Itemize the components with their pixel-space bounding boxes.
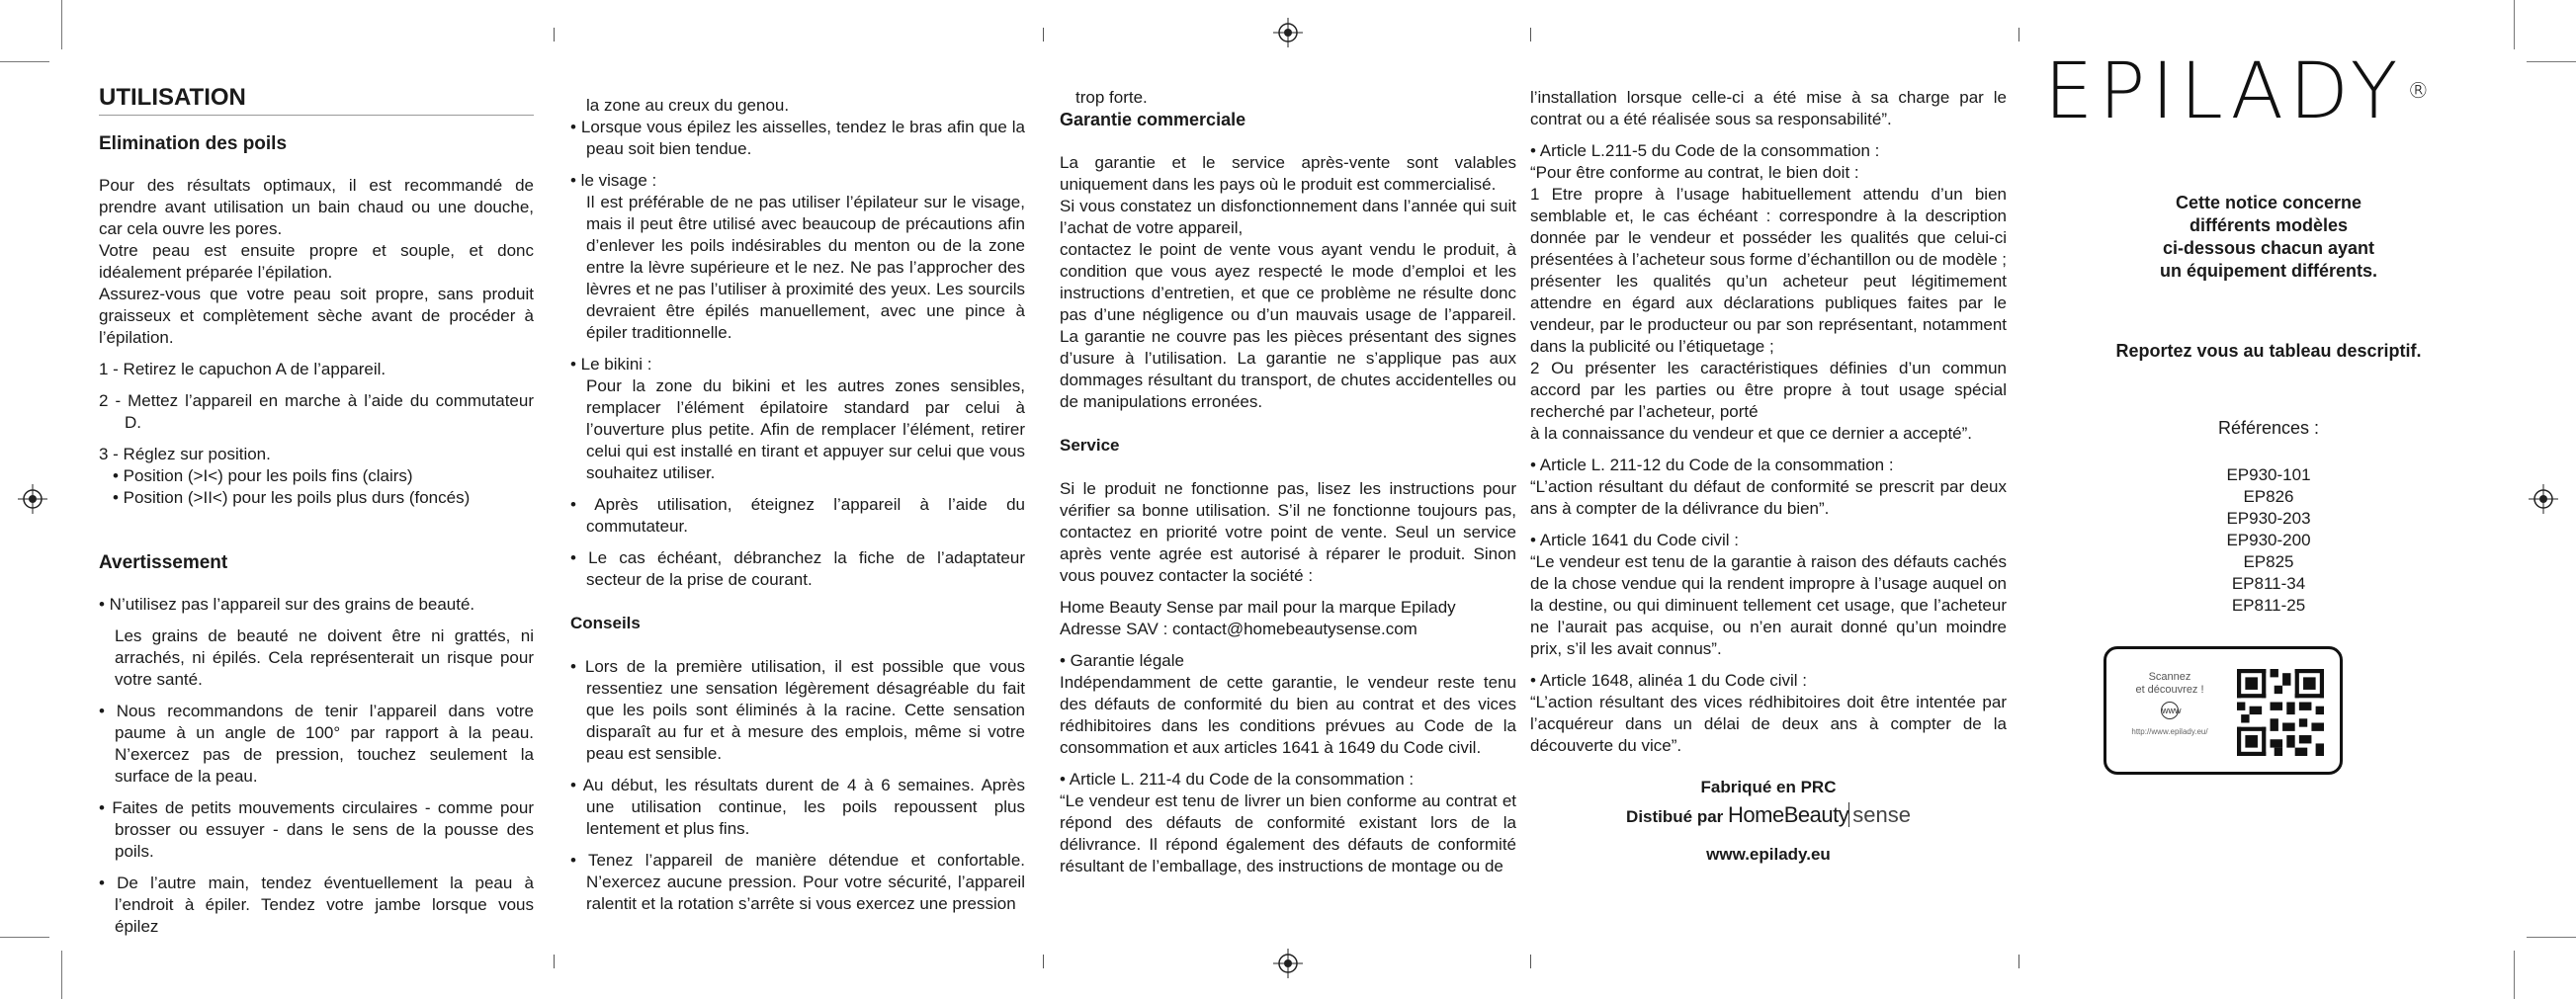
qr-caption-line: et découvrez ! [2135,684,2204,696]
references-title: Références : [2217,418,2320,438]
list-item: • De l’autre main, tendez éventuellement la peau à l’endroit à épiler. Tendez votre jambe lorsque vous épilez [99,874,534,936]
list-item: • le visage : [570,171,657,190]
column-legal [1530,87,2007,866]
reference-item: EP826 [2243,487,2294,506]
fold-mark [1043,955,1044,968]
www-icon: www [2161,702,2179,719]
paragraph: 1 Etre propre à l’usage habituellement attendu d’un bien semblable et, le cas échéant : correspondre à la description donnée par le vendeur et posséder les qualités que celui-ci présentées à l’acheteur sous forme d’échantillon ou de modèle ; présenter les qualités qu’un acheteur peut légitimement attendre en égard aux déclarations publiques faites par le vendeur, par le producteur ou par son représentant, notamment dans la publicité ou l’étiquetage ; [1530,185,2007,356]
references-list [2036,464,2501,617]
crop-mark [0,937,49,938]
crop-mark [2514,0,2515,49]
list-item: • Au début, les résultats durent de 4 à 6 semaines. Après une utilisation continue, les poils repoussent plus lentement et plus fins. [570,776,1025,838]
paragraph: Si le produit ne fonctionne pas, lisez les instructions pour vérifier sa bonne utilisation. S’il ne fonctionne toujours pas, contactez en priorité votre point de vente. Seul un service après vente agrée est autorisé à réparer le produit. Sinon vous pouvez contacter la société : [1060,479,1516,585]
column-cover [2036,47,2501,775]
paragraph: La garantie et le service après-vente sont valables uniquement dans les pays où le produit est commercialisé. [1060,153,1516,194]
list-item: • Article L. 211-12 du Code de la consommation : [1530,456,1894,474]
reference-item: EP811-34 [2231,574,2306,593]
subsection-title: Elimination des poils [99,133,288,154]
paragraph: Pour des résultats optimaux, il est recommandé de prendre avant utilisation un bain chaud ou une douche, car cela ouvre les pores. [99,176,534,238]
list-item: • Tenez l’appareil de manière détendue et confortable. N’exercez aucune pression. Pour votre sécurité, l’appareil ralentit et la rotation s’arrête si vous exercez une pression [570,851,1025,913]
list-item: • Article L.211-5 du Code de la consommation : [1530,141,1880,160]
list-item: • Le bikini : [570,355,652,374]
list-item: • Lors de la première utilisation, il est possible que vous ressentiez une sensation légèrement désagréable du fait que les poils sont éliminés à la racine. Cette sensation disparaît au fur et à mesure des emplois, même si votre peau est sensible. [570,657,1025,763]
fold-mark [2018,28,2019,42]
qr-url: http://www.epilady.eu/ [2131,727,2208,736]
distributor-logo: HomeBeauty [1728,802,1849,827]
crop-mark [2527,937,2576,938]
report-note: Reportez vous au tableau descriptif. [2115,341,2422,361]
subsection-title: Avertissement [99,552,228,573]
paragraph: “L’action résultant des vices rédhibitoires doit être intentée par l’acquéreur dans un délai de deux ans à compter de la découverte du vice”. [1530,693,2007,755]
website-link[interactable]: www.epilady.eu [1706,845,1831,864]
notice-line: ci-dessous chacun ayant [2162,238,2375,258]
contact-email[interactable]: Adresse SAV : contact@homebeautysense.com [1060,620,1417,638]
reference-item: EP930-200 [2226,531,2311,549]
registration-mark-icon [1273,18,1303,47]
notice-line: un équipement différents. [2159,261,2378,281]
qr-caption [2120,671,2219,738]
list-item: • Garantie légale [1060,651,1184,670]
list-item: • N’utilisez pas l’appareil sur des grains de beauté. [99,595,475,614]
qr-code-icon[interactable] [2237,669,2324,756]
notice-line: différents modèles [2189,215,2349,235]
qr-card[interactable] [2104,646,2343,775]
registration-mark-icon [1273,949,1303,978]
column-usage-tips [570,95,1025,915]
epilady-logo [2044,47,2501,136]
paragraph: “L’action résultant du défaut de conformité se prescrit par deux ans à compter de la délivrance du bien”. [1530,477,2007,518]
subsection-title: Service [1060,436,1120,455]
step: 2 - Mettez l’appareil en marche à l’aide du commutateur D. [99,391,534,432]
crop-mark [61,951,62,999]
paragraph: Si vous constatez un disfonctionnement dans l’année qui suit l’achat de votre appareil, [1060,197,1516,237]
subsection-title: Garantie commerciale [1060,110,1246,129]
crop-mark [0,61,49,62]
section-title: UTILISATION [99,87,534,116]
reference-item: EP930-203 [2226,509,2311,528]
registration-mark-icon [2529,484,2558,514]
paragraph: Il est préférable de ne pas utiliser l’épilateur sur le visage, mais il peut être utilisé avec beaucoup de précautions afin d’enlever les poils indésirables du menton ou de la zone entre la lèvre supérieure et le nez. Ne pas l’approcher des lèvres et ne pas l’utiliser à proximité des yeux. Les sourcils devraient être épilés manuellement, avec une pince à épiler traditionnelle. [586,193,1025,342]
list-item: • Position (>II<) pour les poils plus durs (foncés) [113,488,471,507]
reference-item: EP825 [2243,552,2294,571]
distributor-logo-suffix: sense [1848,802,1911,827]
contact-line: Home Beauty Sense par mail pour la marque Epilady [1060,598,1456,617]
list-item: • Faites de petits mouvements circulaires - comme pour brosser ou essuyer - dans le sens de la pousse des poils. [99,798,534,861]
fold-mark [1530,955,1531,968]
step: 3 - Réglez sur position. [99,445,271,463]
crop-mark [2514,951,2515,999]
fold-mark [554,955,555,968]
qr-caption-line: Scannez [2148,671,2191,683]
list-item: • Position (>I<) pour les poils fins (clairs) [113,466,413,485]
brand-name: EPILADY [2044,47,2404,136]
paragraph: Assurez-vous que votre peau soit propre, sans produit graisseux et complètement sèche avant de procéder à l’épilation. [99,285,534,347]
registered-mark: ® [2407,79,2436,104]
paragraph: à la connaissance du vendeur et que ce dernier a accepté”. [1530,424,1973,443]
subsection-title: Conseils [570,614,641,632]
list-item: • Lorsque vous épilez les aisselles, tendez le bras afin que la peau soit bien tendue. [570,118,1025,158]
paragraph: Les grains de beauté ne doivent être ni grattés, ni arrachés, ni épilés. Cela représenterait un risque pour votre santé. [115,626,534,689]
reference-item: EP930-101 [2226,465,2311,484]
paragraph: Indépendamment de cette garantie, le vendeur reste tenu des défauts de conformité du bien au contrat et des vices rédhibitoires dans les conditions prévues au Code de la consommation et aux articles 1641 à 1649 du Code civil. [1060,673,1516,757]
paragraph: “Pour être conforme au contrat, le bien doit : [1530,163,1859,182]
distributor-line [1530,804,2007,828]
list-item: • Le cas échéant, débranchez la fiche de l’adaptateur secteur de la prise de courant. [570,548,1025,589]
fold-mark [1043,28,1044,42]
crop-mark [2527,61,2576,62]
registration-mark-icon [18,484,47,514]
notice-line: Cette notice concerne [2175,193,2362,212]
fold-mark [1530,28,1531,42]
step: 1 - Retirez le capuchon A de l’appareil. [99,360,386,378]
paragraph: contactez le point de vente vous ayant vendu le produit, à condition que vous ayez respecté le mode d’emploi et les instructions d’entretien, et que ce problème ne résulte donc pas d’une négligence ou d’un mauvais usage de l’appareil. La garantie ne couvre pas les pièces présentant des signes d’usure à l’utilisation. La garantie ne s’applique pas aux dommages résultant du transport, de chutes accidentelles ou de manipulations erronées. [1060,240,1516,411]
paragraph: trop forte. [1075,88,1148,107]
paragraph: la zone au creux du genou. [586,96,790,115]
column-utilisation [99,84,534,938]
list-item: • Article 1648, alinéa 1 du Code civil : [1530,671,1808,690]
made-in-label: Fabriqué en PRC [1700,778,1837,796]
paragraph: Votre peau est ensuite propre et souple, et donc idéalement préparée l’épilation. [99,241,534,282]
paragraph: l’installation lorsque celle-ci a été mise à sa charge par le contrat ou a été réalisée sous sa responsabilité”. [1530,88,2007,128]
fold-mark [554,28,555,42]
crop-mark [61,0,62,49]
list-item: • Après utilisation, éteignez l’appareil à l’aide du commutateur. [570,495,1025,536]
paragraph: “Le vendeur est tenu de la garantie à raison des défauts cachés de la chose vendue qui la rendent impropre à l’usage auquel on la destine, ou qui diminuent tellement cet usage, que l’acheteur ne l’aurait pas acquise, ou n’en aurait donné qu’un moindre prix, s’il les avait connus”. [1530,552,2007,658]
list-item: • Nous recommandons de tenir l’appareil dans votre paume à un angle de 100° par rapport à la peau. N’exercez pas de pression, touchez seulement la surface de la peau. [99,702,534,786]
notice-text [2036,192,2501,283]
paragraph: Pour la zone du bikini et les autres zones sensibles, remplacer l’élément épilatoire standard par celui à l’ouverture plus petite. Afin de remplacer l’élément, retirer celui qui est installé en tirant et appuyer sur celui que vous souhaitez utiliser. [586,376,1025,482]
paragraph: 2 Ou présenter les caractéristiques définies d’un commun accord par les parties ou être propre à tout usage spécial recherché par l’acheteur, porté [1530,359,2007,421]
paragraph: “Le vendeur est tenu de livrer un bien conforme au contrat et répond des défauts de conformité existant lors de la délivrance. Il répond également des défauts de conformité résultant de l’emballage, des instructions de montage ou de [1060,791,1516,875]
distributor-prefix: Distibué par [1626,807,1724,826]
column-garantie [1060,87,1516,877]
list-item: • Article 1641 du Code civil : [1530,531,1740,549]
fold-mark [2018,955,2019,968]
reference-item: EP811-25 [2231,596,2306,615]
list-item: • Article L. 211-4 du Code de la consommation : [1060,770,1415,789]
